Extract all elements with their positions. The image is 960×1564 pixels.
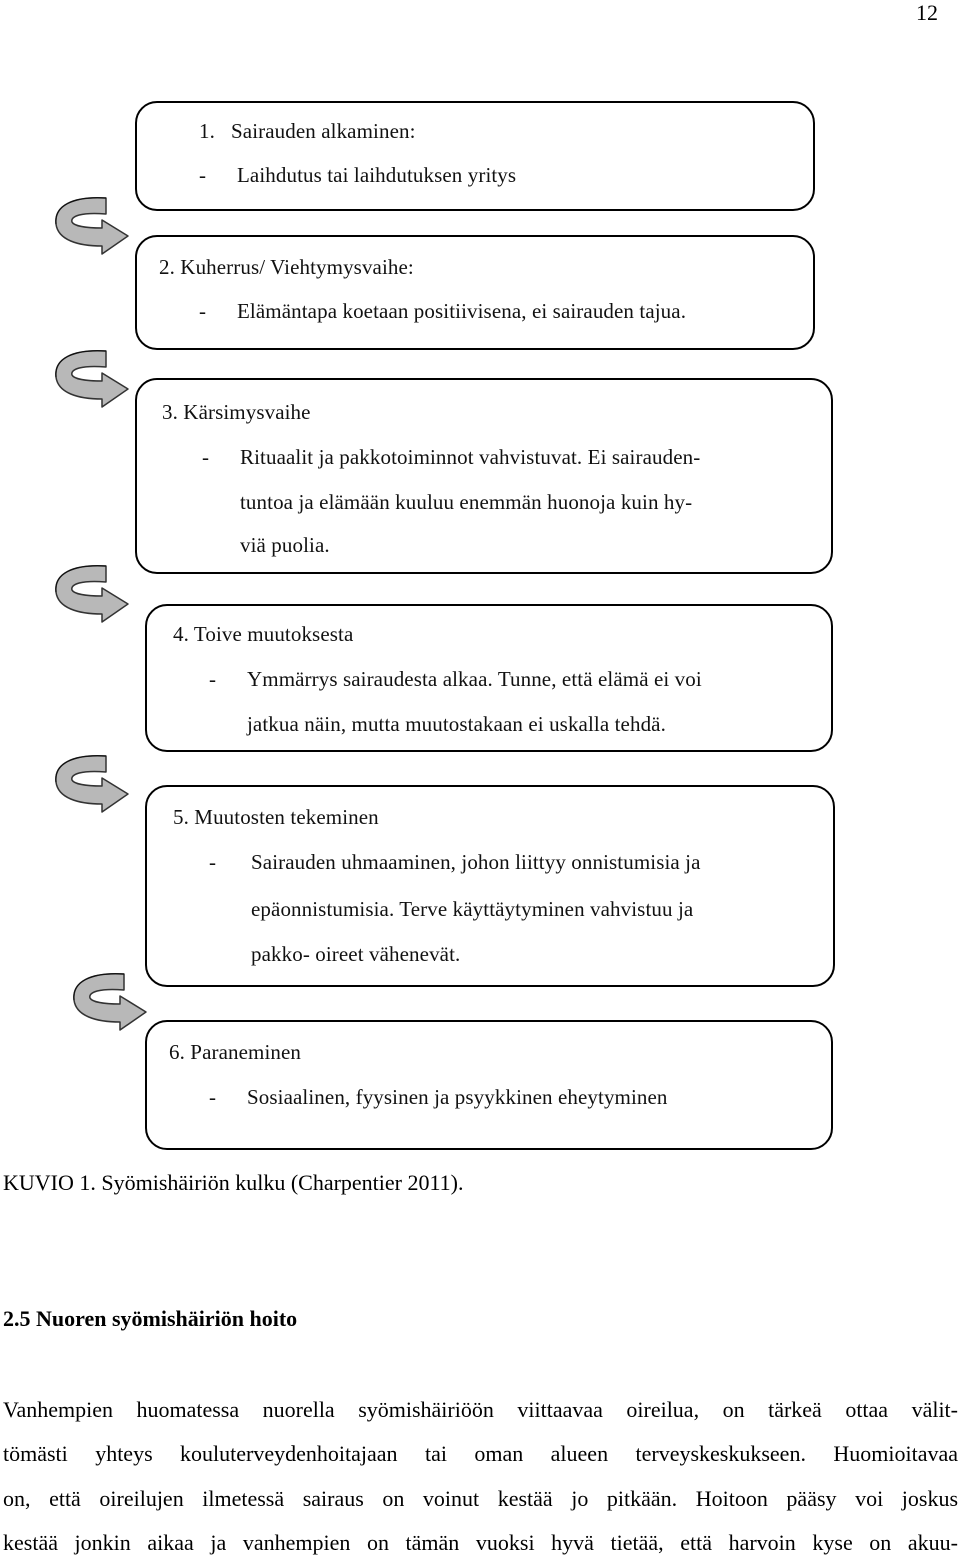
- stage-title: 6. Paraneminen: [169, 1040, 302, 1064]
- stage-title: 4. Toive muutoksesta: [173, 622, 354, 646]
- curved-arrow-icon: [50, 560, 136, 624]
- stage-text-line: Ymmärrys sairaudesta alkaa. Tunne, että elämä ei voi: [247, 667, 702, 691]
- stage-box-2: [135, 235, 815, 350]
- stage-text-line: tuntoa ja elämään kuuluu enemmän huonoja kuin hy-: [240, 490, 693, 514]
- section-heading: 2.5 Nuoren syömishäiriön hoito: [3, 1306, 298, 1331]
- stage-box-5: [145, 785, 835, 987]
- stage-dash: -: [209, 667, 217, 691]
- paragraph-line: Vanhempien huomatessa nuorella syömishäiriöön viittaavaa oireilua, on tärkeä ottaa välit-: [3, 1397, 958, 1422]
- paragraph-line: on, että oireilujen ilmetessä sairaus on voinut kestää jo pitkään. Hoitoon pääsy voi joskus: [3, 1486, 958, 1511]
- stage-dash: -: [199, 299, 207, 323]
- stage-text-line: Rituaalit ja pakkotoiminnot vahvistuvat. Ei sairauden-: [240, 445, 701, 469]
- stage-text-line: Elämäntapa koetaan positiivisena, ei sairauden tajua.: [237, 299, 687, 323]
- stage-title: 5. Muutosten tekeminen: [173, 805, 379, 829]
- stage-box-1: [135, 101, 815, 211]
- stage-box-4: [145, 604, 833, 752]
- stage-dash: -: [209, 850, 217, 874]
- stage-text-line: Sosiaalinen, fyysinen ja psyykkinen eheytyminen: [247, 1085, 668, 1109]
- stage-text-line: epäonnistumisia. Terve käyttäytyminen vahvistuu ja: [251, 897, 694, 921]
- stage-dash: -: [199, 163, 207, 187]
- curved-arrow-icon: [50, 192, 136, 256]
- figure-caption: KUVIO 1. Syömishäiriön kulku (Charpentier 2011).: [3, 1170, 464, 1195]
- stage-title: 1. Sairauden alkaminen:: [199, 119, 416, 143]
- stage-text-line: Laihdutus tai laihdutuksen yritys: [237, 163, 517, 187]
- curved-arrow-icon: [50, 345, 136, 409]
- stage-title: 2. Kuherrus/ Viehtymysvaihe:: [159, 255, 414, 279]
- stage-text-line: Sairauden uhmaaminen, johon liittyy onnistumisia ja: [251, 850, 701, 874]
- stage-box-3: [135, 378, 833, 574]
- curved-arrow-icon: [68, 968, 154, 1032]
- paragraph-line: tömästi yhteys kouluterveydenhoitajaan tai oman alueen terveyskeskukseen. Huomioitavaa: [3, 1441, 958, 1466]
- stage-text-line: pakko- oireet vähenevät.: [251, 942, 461, 966]
- stage-title: 3. Kärsimysvaihe: [162, 400, 311, 424]
- stage-box-6: [145, 1020, 833, 1150]
- stage-dash: -: [209, 1085, 217, 1109]
- curved-arrow-icon: [50, 750, 136, 814]
- stage-text-line: jatkua näin, mutta muutostakaan ei uskalla tehdä.: [247, 712, 666, 736]
- paragraph-line: kestää jonkin aikaa ja vanhempien on tämän vuoksi hyvä tietää, että harvoin kyse on akuu-: [3, 1530, 958, 1555]
- page-number: 12: [916, 0, 938, 25]
- stage-text-line: viä puolia.: [240, 533, 330, 557]
- stage-dash: -: [202, 445, 210, 469]
